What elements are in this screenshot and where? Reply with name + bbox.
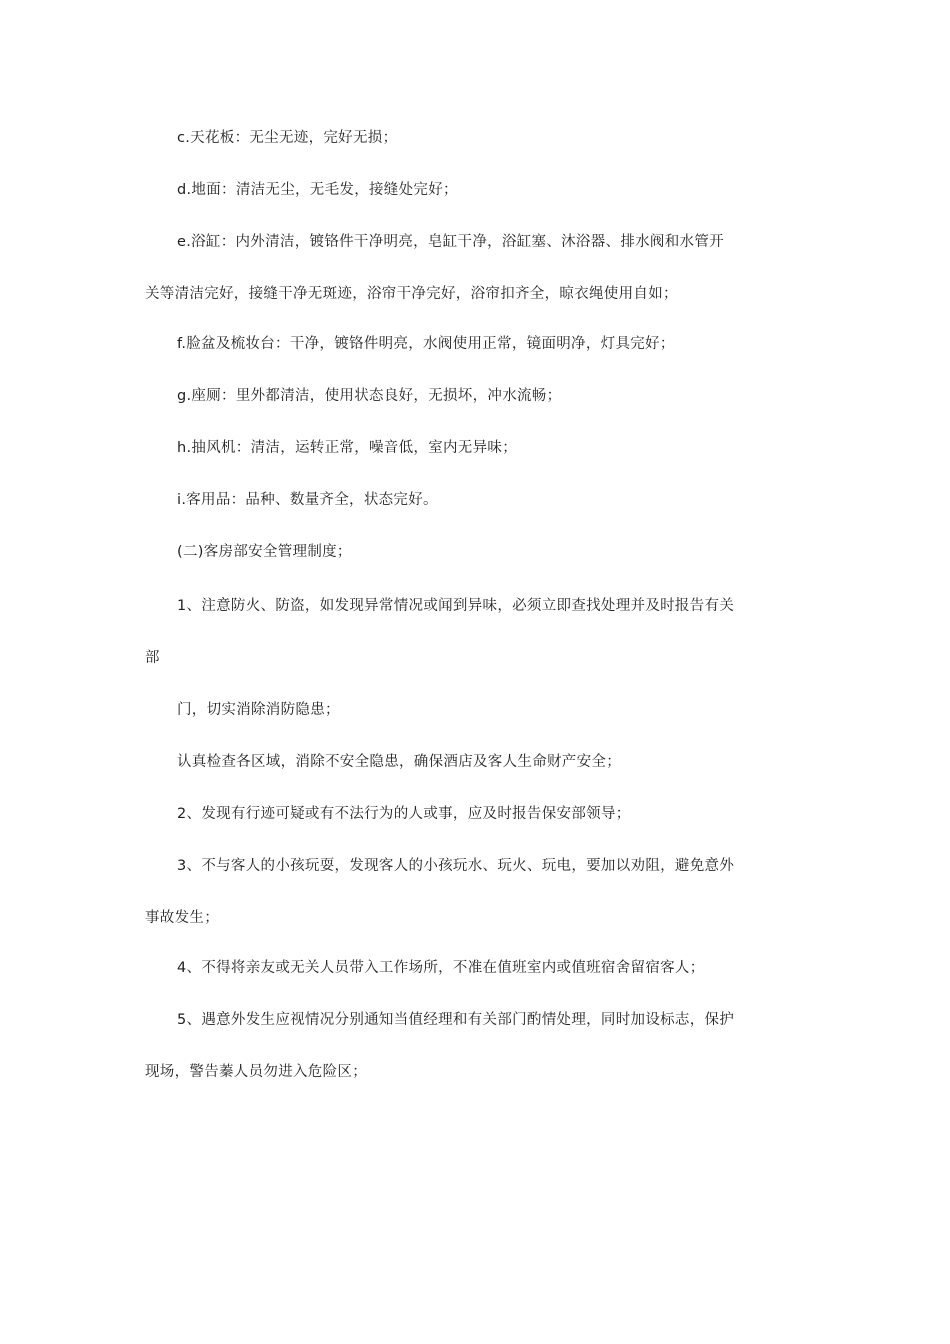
text-line: 现场，警告蓁人员勿进入危险区；	[145, 1064, 367, 1080]
paragraph-floor	[145, 164, 810, 216]
text-line: 事故发生；	[145, 910, 219, 926]
paragraph-toilet	[145, 370, 810, 422]
text-line: 4、不得将亲友或无关人员带入工作场所，不准在值班室内或值班宿舍留宿客人；	[177, 960, 705, 976]
text-line: e.浴缸：内外清洁，镀铬件干净明亮，皂缸干净，浴缸塞、沐浴器、排水阀和水管开	[177, 234, 724, 250]
text-line: 门，切实消除消防隐患；	[177, 702, 340, 718]
paragraph-item-4	[145, 942, 810, 994]
text-line: 认真检查各区域，消除不安全隐患，确保酒店及客人生命财产安全；	[177, 754, 621, 770]
paragraph-item-1-cont	[145, 684, 810, 736]
text-line: i.客用品：品种、数量齐全，状态完好。	[177, 492, 438, 508]
paragraph-item-5	[145, 994, 810, 1098]
text-line: c.天花板：无尘无迹，完好无损；	[177, 130, 398, 146]
paragraph-bathtub	[145, 216, 810, 320]
paragraph-item-3	[145, 840, 810, 944]
text-line: 2、发现有行迹可疑或有不法行为的人或事，应及时报告保安部领导；	[177, 806, 631, 822]
text-line: 关等清洁完好，接缝干净无斑迹，浴帘干净完好，浴帘扣齐全，晾衣绳使用自如；	[145, 286, 678, 302]
paragraph-washbasin	[145, 318, 810, 370]
paragraph-exhaust-fan	[145, 422, 810, 474]
text-line: 1、注意防火、防盗，如发现异常情况或闻到异味，必须立即查找处理并及时报告有关	[177, 598, 735, 614]
text-line: 部	[145, 650, 160, 666]
text-line: (二)客房部安全管理制度；	[177, 544, 352, 560]
text-line: 5、遇意外发生应视情况分别通知当值经理和有关部门酌情处理，同时加设标志，保护	[177, 1012, 735, 1028]
section-heading-safety	[145, 526, 810, 578]
paragraph-inspection	[145, 736, 810, 788]
paragraph-ceiling	[145, 112, 810, 164]
paragraph-item-2	[145, 788, 810, 840]
text-line: h.抽风机：清洁，运转正常，噪音低，室内无异味；	[177, 440, 517, 456]
text-line: g.座厕：里外都清洁，使用状态良好，无损坏，冲水流畅；	[177, 388, 562, 404]
paragraph-guest-supplies	[145, 474, 810, 526]
paragraph-item-1	[145, 580, 810, 684]
text-line: f.脸盆及梳妆台：干净，镀铬件明亮，水阀使用正常，镜面明净，灯具完好；	[177, 336, 675, 352]
text-line: 3、不与客人的小孩玩耍，发现客人的小孩玩水、玩火、玩电，要加以劝阻，避免意外	[177, 858, 735, 874]
text-line: d.地面：清洁无尘，无毛发，接缝处完好；	[177, 182, 458, 198]
